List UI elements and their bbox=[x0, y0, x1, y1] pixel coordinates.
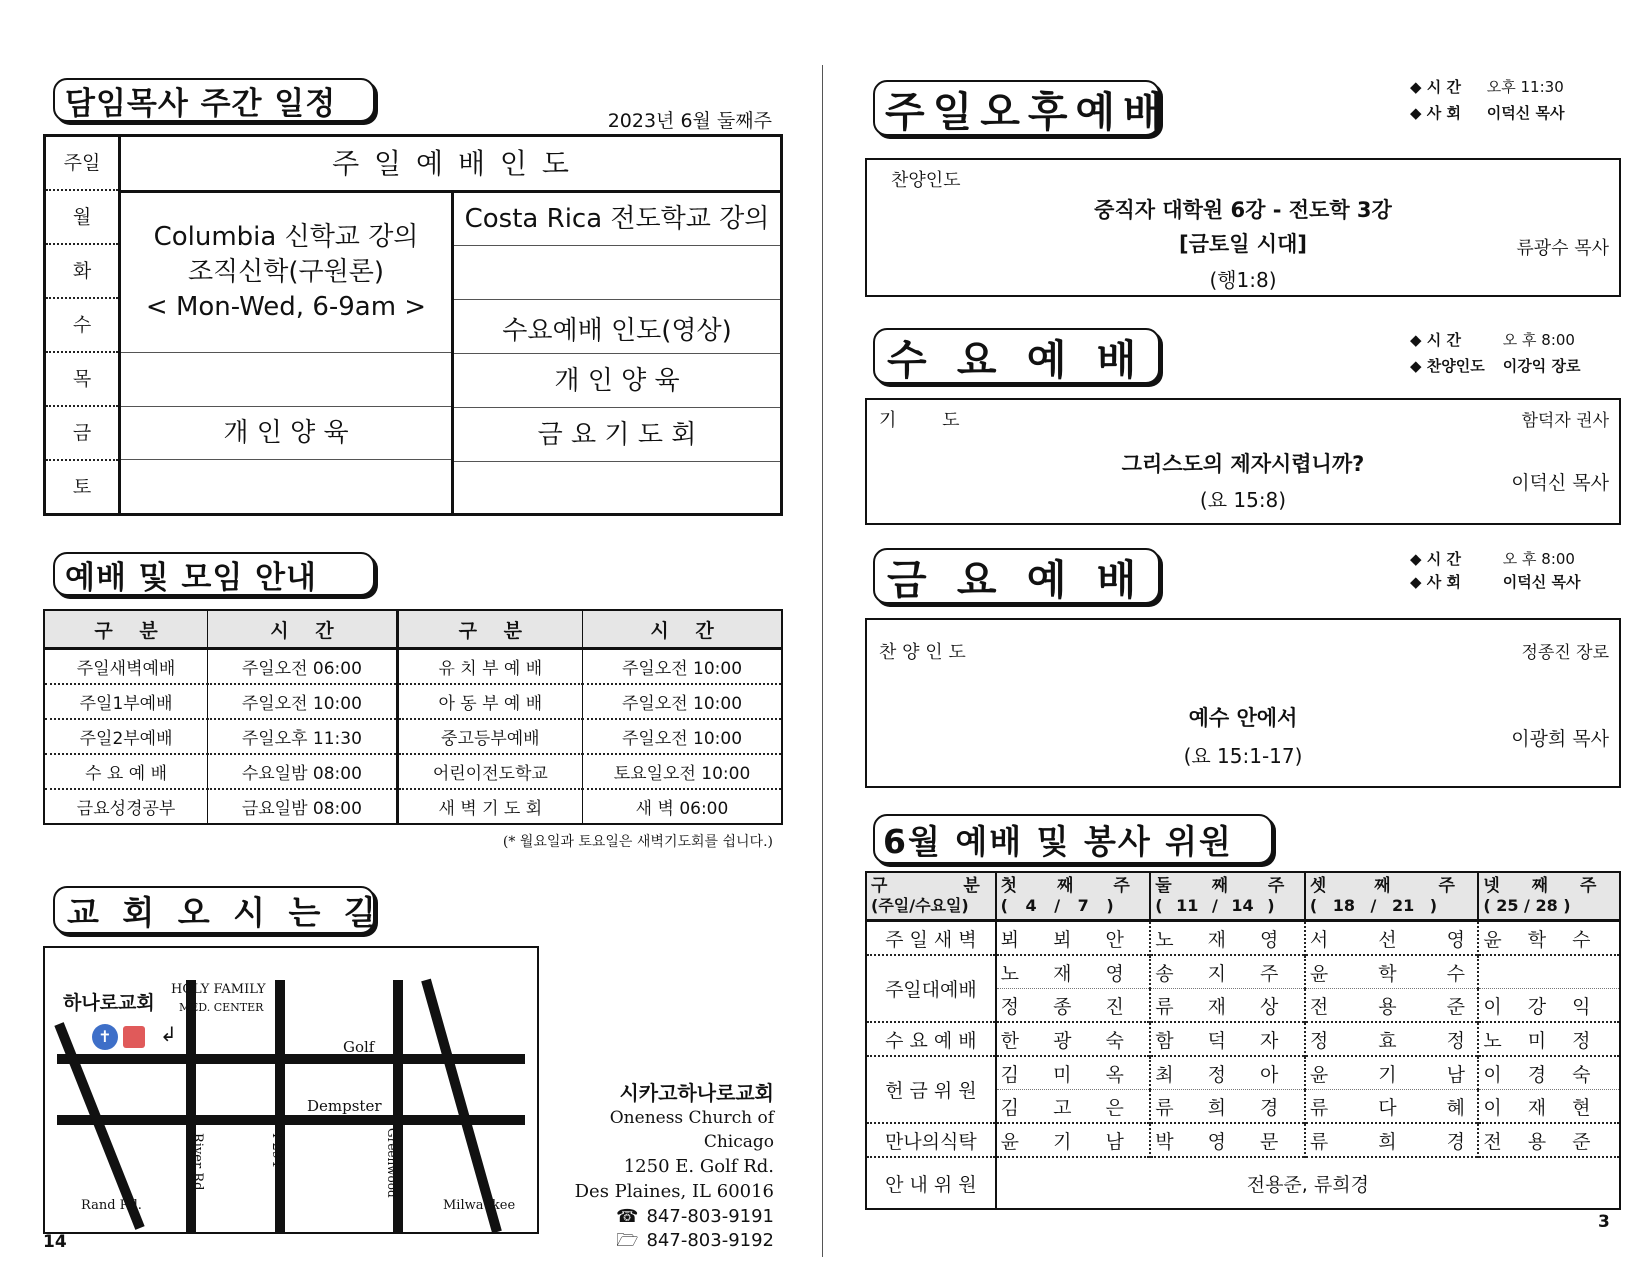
service-time: 주일오전 10:00 bbox=[621, 694, 743, 714]
duty-row bbox=[866, 1056, 1620, 1090]
service-time: 주일오전 10:00 bbox=[621, 729, 743, 749]
duty-cell: 노 재 영 bbox=[1150, 921, 1305, 956]
duty-cell: 전 용 준 bbox=[1305, 989, 1479, 1023]
info-label: 시 간 bbox=[1426, 331, 1461, 349]
service-time: 주일오전 06:00 bbox=[208, 649, 397, 685]
speaker: 류광수 목사 bbox=[1516, 238, 1609, 259]
col2-thu: 개 인 양 육 bbox=[454, 355, 780, 408]
info-label: 시 간 bbox=[1426, 78, 1461, 96]
duty-row bbox=[866, 921, 1620, 956]
service-name: 수 요 예 배 bbox=[44, 754, 208, 789]
services-table bbox=[43, 609, 783, 825]
info-line bbox=[1410, 327, 1610, 353]
duty-cell: 윤 학 수 bbox=[1483, 928, 1591, 951]
sunday-pm-info bbox=[1410, 74, 1610, 125]
col2-wed: 수요예배 인도(영상) bbox=[454, 301, 780, 354]
bullet-icon: ◆ bbox=[1410, 78, 1427, 96]
info-value: 이덕신 목사 bbox=[1486, 104, 1565, 122]
duty-cell: 함 덕 자 bbox=[1150, 1022, 1305, 1056]
services-header: 시 간 bbox=[583, 610, 782, 649]
street-greenwood: Greenwood bbox=[385, 1128, 399, 1198]
duty-header bbox=[1150, 872, 1305, 921]
services-row bbox=[44, 754, 782, 789]
duty-cell: 류 다 혜 bbox=[1305, 1090, 1479, 1124]
info-label: 사 회 bbox=[1426, 573, 1461, 591]
service-time: 새 벽 06:00 bbox=[635, 799, 729, 819]
sermon-title: 중직자 대학원 6강 - 전도학 3강 bbox=[1094, 198, 1392, 222]
col2-fri: 금 요 기 도 회 bbox=[454, 409, 780, 462]
folder-icon: 🗁 bbox=[616, 1230, 639, 1251]
duty-cell: 노 재 영 bbox=[996, 955, 1151, 989]
duty-cell: 류 희 경 bbox=[1305, 1123, 1479, 1157]
duty-label: 헌 금 위 원 bbox=[866, 1056, 996, 1123]
services-title: 예배 및 모임 안내 bbox=[53, 552, 375, 596]
church-name-en: Oneness Church of Chicago bbox=[609, 1108, 774, 1152]
info-line bbox=[1410, 74, 1610, 101]
scripture: (요 15:1-17) bbox=[1183, 744, 1303, 768]
hospital-marker-icon bbox=[123, 1026, 145, 1048]
hospital-label: MED. CENTER bbox=[179, 1001, 264, 1014]
service-name: 주일2부예배 bbox=[44, 719, 208, 754]
praise-label: 찬 양 인 도 bbox=[879, 642, 966, 663]
seminary-lecture-block bbox=[121, 193, 451, 353]
duty-cell: 전 용 준 bbox=[1483, 1130, 1591, 1153]
page-number-right: 3 bbox=[1598, 1212, 1610, 1232]
praise-person: 정종진 장로 bbox=[1521, 643, 1609, 663]
service-name: 주일1부예배 bbox=[44, 684, 208, 719]
day-label: 목 bbox=[46, 353, 118, 407]
service-time: 주일오전 10:00 bbox=[621, 659, 743, 679]
schedule-col-1 bbox=[121, 193, 454, 513]
duty-cell: 이 재 현 bbox=[1483, 1096, 1591, 1119]
duty-title: 6월 예배 및 봉사 위원 bbox=[873, 814, 1273, 864]
bullet-icon: ◆ bbox=[1410, 104, 1427, 122]
wednesday-title: 수 요 예 배 bbox=[873, 328, 1160, 384]
duty-cell: 이 경 숙 bbox=[1483, 1063, 1591, 1086]
bullet-icon: ◆ bbox=[1410, 357, 1427, 375]
service-time: 주일오전 10:00 bbox=[208, 684, 397, 719]
duty-row bbox=[866, 955, 1620, 989]
church-address: 1250 E. Golf Rd. bbox=[623, 1156, 774, 1177]
header-sub: ( 4 / 7 ) bbox=[1000, 896, 1114, 915]
info-value: 이강익 장로 bbox=[1502, 357, 1581, 375]
duty-cell: 송 지 주 bbox=[1150, 955, 1305, 989]
street-dempster: Dempster bbox=[307, 1097, 382, 1115]
duty-header bbox=[1305, 872, 1479, 921]
friday-info bbox=[1410, 547, 1610, 593]
header-label: 첫 째 주 bbox=[1000, 876, 1130, 896]
duty-cell bbox=[1478, 955, 1620, 989]
hospital-label: HOLY FAMILY bbox=[171, 982, 266, 997]
praise-label: 찬양인도 bbox=[891, 170, 961, 191]
services-row bbox=[44, 719, 782, 754]
speaker: 이광희 목사 bbox=[1511, 728, 1609, 750]
prayer-label: 기 도 bbox=[879, 410, 960, 431]
sunday-pm-title: 주일오후예배 bbox=[873, 80, 1160, 136]
duty-label: 주 일 새 벽 bbox=[866, 921, 996, 956]
empty-cell bbox=[121, 353, 451, 407]
church-info bbox=[560, 1080, 774, 1253]
duty-header-row bbox=[866, 872, 1620, 921]
duty-row bbox=[866, 1157, 1620, 1209]
col2-sat bbox=[454, 463, 780, 513]
sermon-title: 그리스도의 제자시렵니까? bbox=[1121, 452, 1365, 476]
church-name-kr: 시카고하나로교회 bbox=[619, 1081, 774, 1105]
day-label: 수 bbox=[46, 299, 118, 353]
duty-cell: 류 재 상 bbox=[1150, 989, 1305, 1023]
info-value: 오 후 8:00 bbox=[1502, 331, 1575, 349]
bullet-icon: ◆ bbox=[1410, 573, 1427, 591]
street-river: River Rd bbox=[190, 1133, 205, 1191]
day-label: 금 bbox=[46, 407, 118, 461]
services-note: (* 월요일과 토요일은 새벽기도회를 쉽니다.) bbox=[502, 834, 773, 850]
info-label: 찬양인도 bbox=[1426, 357, 1485, 375]
duty-header bbox=[866, 872, 996, 921]
duty-cell: 서 선 영 bbox=[1305, 921, 1479, 956]
header-label: 넷 째 주 bbox=[1483, 876, 1597, 896]
duty-cell: 김 미 옥 bbox=[996, 1056, 1151, 1090]
bullet-icon: ◆ bbox=[1410, 550, 1427, 568]
week-label: 2023년 6월 둘째주 bbox=[607, 110, 772, 132]
church-marker-icon: ✝ bbox=[92, 1024, 118, 1050]
duty-row bbox=[866, 1022, 1620, 1056]
church-address: Des Plaines, IL 60016 bbox=[574, 1181, 774, 1202]
speaker: 이덕신 목사 bbox=[1511, 472, 1609, 494]
day-label: 화 bbox=[46, 245, 118, 299]
service-name: 유 치 부 예 배 bbox=[397, 649, 582, 685]
info-value: 이덕신 목사 bbox=[1502, 573, 1581, 591]
services-row bbox=[44, 649, 782, 685]
header-label: 둘 째 주 bbox=[1155, 876, 1285, 896]
service-time: 금요일밤 08:00 bbox=[208, 789, 397, 824]
header-sub: ( 11 / 14 ) bbox=[1155, 896, 1275, 915]
friday-box bbox=[865, 618, 1621, 788]
service-name: 아 동 부 예 배 bbox=[397, 684, 582, 719]
header-label: 구 분 bbox=[871, 876, 980, 896]
header-label: 셋 째 주 bbox=[1309, 876, 1455, 896]
day-label: 월 bbox=[46, 191, 118, 245]
service-time: 주일오후 11:30 bbox=[208, 719, 397, 754]
wednesday-info bbox=[1410, 327, 1610, 379]
services-row bbox=[44, 789, 782, 824]
duty-cell: 정 종 진 bbox=[996, 989, 1151, 1023]
service-time: 토요일오전 10:00 bbox=[613, 764, 751, 784]
street-i294: I-294 bbox=[269, 1133, 284, 1168]
info-line bbox=[1410, 101, 1610, 125]
duty-table-wrap bbox=[865, 871, 1621, 1210]
info-line bbox=[1410, 353, 1610, 379]
pastor-schedule-table bbox=[43, 134, 783, 516]
phone-icon: ☎ bbox=[616, 1206, 639, 1227]
header-sub: ( 25 / 28 ) bbox=[1483, 896, 1571, 915]
info-value: 오 후 8:00 bbox=[1502, 550, 1575, 568]
service-time: 수요일밤 08:00 bbox=[208, 754, 397, 789]
seminary-line: 조직신학(구원론) bbox=[187, 257, 385, 287]
service-name: 금요성경공부 bbox=[44, 789, 208, 824]
directions-title: 교 회 오 시 는 길 bbox=[53, 886, 375, 934]
church-phone bbox=[560, 1204, 774, 1229]
duty-label: 수 요 예 배 bbox=[866, 1022, 996, 1056]
phone-number: 847-803-9191 bbox=[646, 1206, 774, 1227]
service-name: 중고등부예배 bbox=[397, 719, 582, 754]
duty-label: 만나의식탁 bbox=[866, 1123, 996, 1157]
services-row bbox=[44, 684, 782, 719]
header-sub: ( 18 / 21 ) bbox=[1309, 896, 1438, 915]
service-name: 어린이전도학교 bbox=[397, 754, 582, 789]
duty-header bbox=[996, 872, 1151, 921]
duty-table bbox=[865, 871, 1621, 1210]
scripture: (행1:8) bbox=[1209, 268, 1277, 292]
sunday-pm-box bbox=[865, 158, 1621, 297]
page-divider bbox=[822, 65, 823, 1257]
duty-cell: 윤 기 남 bbox=[1305, 1056, 1479, 1090]
duty-cell: 한 광 숙 bbox=[996, 1022, 1151, 1056]
duty-cell: 이 강 익 bbox=[1483, 995, 1591, 1018]
church-map-label: 하나로교회 bbox=[63, 992, 155, 1014]
info-value: 오후 11:30 bbox=[1486, 78, 1564, 96]
seminary-line: < Mon-Wed, 6-9am > bbox=[145, 292, 427, 322]
day-label: 토 bbox=[72, 476, 92, 498]
info-line bbox=[1410, 547, 1610, 571]
services-table-wrap bbox=[43, 609, 783, 851]
bullet-icon: ◆ bbox=[1410, 331, 1427, 349]
duty-cell: 정 효 정 bbox=[1305, 1022, 1479, 1056]
seminary-line: Columbia 신학교 강의 bbox=[153, 222, 419, 252]
duty-cell: 최 정 아 bbox=[1150, 1056, 1305, 1090]
street-golf: Golf bbox=[343, 1038, 375, 1056]
fax-number: 847-803-9192 bbox=[646, 1230, 774, 1251]
services-header: 시 간 bbox=[208, 610, 397, 649]
scripture: (요 15:8) bbox=[1199, 488, 1287, 512]
service-name: 주일새벽예배 bbox=[44, 649, 208, 685]
services-header: 구 분 bbox=[397, 610, 582, 649]
map bbox=[43, 946, 539, 1234]
street-rand: Rand Rd. bbox=[81, 1198, 142, 1213]
info-line bbox=[1410, 571, 1610, 593]
col2-mon: Costa Rica 전도학교 강의 bbox=[454, 193, 780, 246]
duty-row bbox=[866, 1123, 1620, 1157]
duty-cell: 박 영 문 bbox=[1150, 1123, 1305, 1157]
header-sub: (주일/수요일) bbox=[871, 896, 969, 915]
schedule-col-2 bbox=[454, 193, 780, 513]
duty-cell: 류 희 경 bbox=[1150, 1090, 1305, 1124]
prayer-person: 함덕자 권사 bbox=[1521, 411, 1609, 431]
service-name: 새 벽 기 도 회 bbox=[397, 789, 582, 824]
duty-label: 주일대예배 bbox=[866, 955, 996, 1022]
sunday-service-lead: 주 일 예 배 인 도 bbox=[121, 137, 780, 193]
duty-cell: 윤 학 수 bbox=[1305, 955, 1479, 989]
day-column bbox=[46, 137, 121, 513]
friday-col1: 개 인 양 육 bbox=[121, 407, 451, 460]
sermon-subtitle: [금토일 시대] bbox=[1179, 232, 1307, 256]
turn-arrow-icon: ↲ bbox=[160, 1022, 177, 1046]
pastor-schedule-title: 담임목사 주간 일정 bbox=[53, 78, 375, 122]
duty-cell: 김 고 은 bbox=[996, 1090, 1151, 1124]
duty-cell: 노 미 정 bbox=[1483, 1029, 1591, 1052]
col2-tue bbox=[454, 247, 780, 300]
duty-label: 안 내 위 원 bbox=[866, 1157, 996, 1209]
sermon-title: 예수 안에서 bbox=[1188, 706, 1298, 730]
friday-title: 금 요 예 배 bbox=[873, 548, 1160, 604]
church-fax bbox=[560, 1229, 774, 1253]
duty-header bbox=[1478, 872, 1620, 921]
services-header: 구 분 bbox=[44, 610, 208, 649]
day-label: 주일 bbox=[46, 137, 118, 191]
page-number-left: 14 bbox=[43, 1232, 67, 1252]
duty-cell: 윤 기 남 bbox=[996, 1123, 1151, 1157]
usher-names: 전용준, 류희경 bbox=[1246, 1173, 1369, 1196]
street-milwaukee: Milwaukee bbox=[443, 1198, 516, 1213]
info-label: 시 간 bbox=[1426, 550, 1461, 568]
wednesday-box bbox=[865, 398, 1621, 525]
info-label: 사 회 bbox=[1426, 104, 1461, 122]
duty-cell: 뵈 뵈 안 bbox=[996, 921, 1151, 956]
